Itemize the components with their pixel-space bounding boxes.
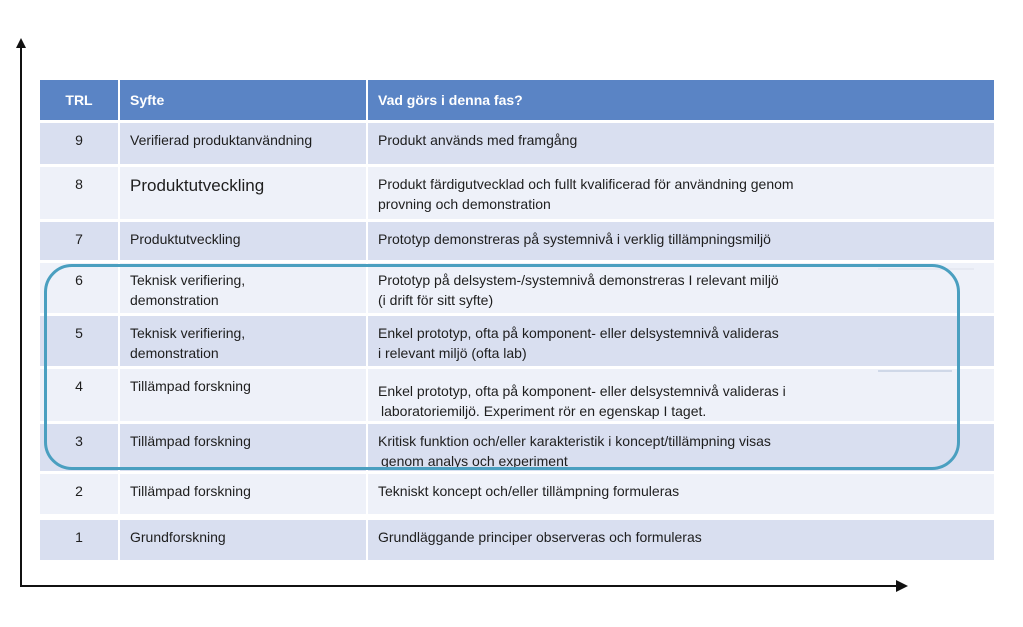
header-vad-gors: Vad görs i denna fas? bbox=[368, 80, 994, 120]
table-row bbox=[40, 369, 994, 421]
syfte-value: Produktutveckling bbox=[120, 222, 368, 260]
trl-value: 7 bbox=[40, 222, 120, 260]
syfte-value: Verifierad produktanvändning bbox=[120, 123, 368, 164]
table-row bbox=[40, 167, 994, 219]
table-row bbox=[40, 424, 994, 471]
decorative-line bbox=[878, 370, 952, 372]
description: Tekniskt koncept och/eller tillämpning formuleras bbox=[368, 474, 994, 514]
syfte-value: Grundforskning bbox=[120, 520, 368, 560]
trl-value: 3 bbox=[40, 424, 120, 471]
trl-value: 8 bbox=[40, 167, 120, 219]
syfte-value: Tillämpad forskning bbox=[120, 369, 368, 421]
x-axis bbox=[20, 585, 900, 587]
description: Prototyp demonstreras på systemnivå i verklig tillämpningsmiljö bbox=[368, 222, 994, 260]
trl-value: 9 bbox=[40, 123, 120, 164]
table-row bbox=[40, 263, 994, 313]
description: Grundläggande principer observeras och formuleras bbox=[368, 520, 994, 560]
trl-value: 4 bbox=[40, 369, 120, 421]
syfte-value: Tillämpad forskning bbox=[120, 474, 368, 514]
decorative-line bbox=[878, 268, 974, 270]
trl-value: 6 bbox=[40, 263, 120, 313]
table-row bbox=[40, 520, 994, 560]
description: Enkel prototyp, ofta på komponent- eller delsystemnivå valideras i relevant miljö (ofta lab) bbox=[368, 316, 994, 366]
description: Enkel prototyp, ofta på komponent- eller delsystemnivå valideras i laboratoriemiljö. Experiment rör en egenskap I taget. bbox=[368, 369, 994, 421]
syfte-value: Tillämpad forskning bbox=[120, 424, 368, 471]
table-row bbox=[40, 123, 994, 164]
table-row bbox=[40, 474, 994, 514]
syfte-value: Teknisk verifiering, demonstration bbox=[120, 316, 368, 366]
trl-table bbox=[40, 80, 994, 560]
header-syfte: Syfte bbox=[120, 80, 368, 120]
description: Prototyp på delsystem-/systemnivå demonstreras I relevant miljö (i drift för sitt syfte) bbox=[368, 263, 994, 313]
description: Produkt färdigutvecklad och fullt kvalificerad för användning genom provning och demonstration bbox=[368, 167, 994, 219]
y-axis bbox=[20, 46, 22, 586]
description: Kritisk funktion och/eller karakteristik i koncept/tillämpning visas genom analys och experiment bbox=[368, 424, 994, 471]
header-trl: TRL bbox=[40, 80, 120, 120]
table-row bbox=[40, 316, 994, 366]
description: Produkt används med framgång bbox=[368, 123, 994, 164]
table-header bbox=[40, 80, 994, 120]
trl-value: 1 bbox=[40, 520, 120, 560]
syfte-value: Teknisk verifiering, demonstration bbox=[120, 263, 368, 313]
x-axis-arrow-icon bbox=[896, 580, 908, 592]
table-row bbox=[40, 222, 994, 260]
trl-value: 2 bbox=[40, 474, 120, 514]
syfte-value: Produktutveckling bbox=[120, 167, 368, 219]
trl-value: 5 bbox=[40, 316, 120, 366]
